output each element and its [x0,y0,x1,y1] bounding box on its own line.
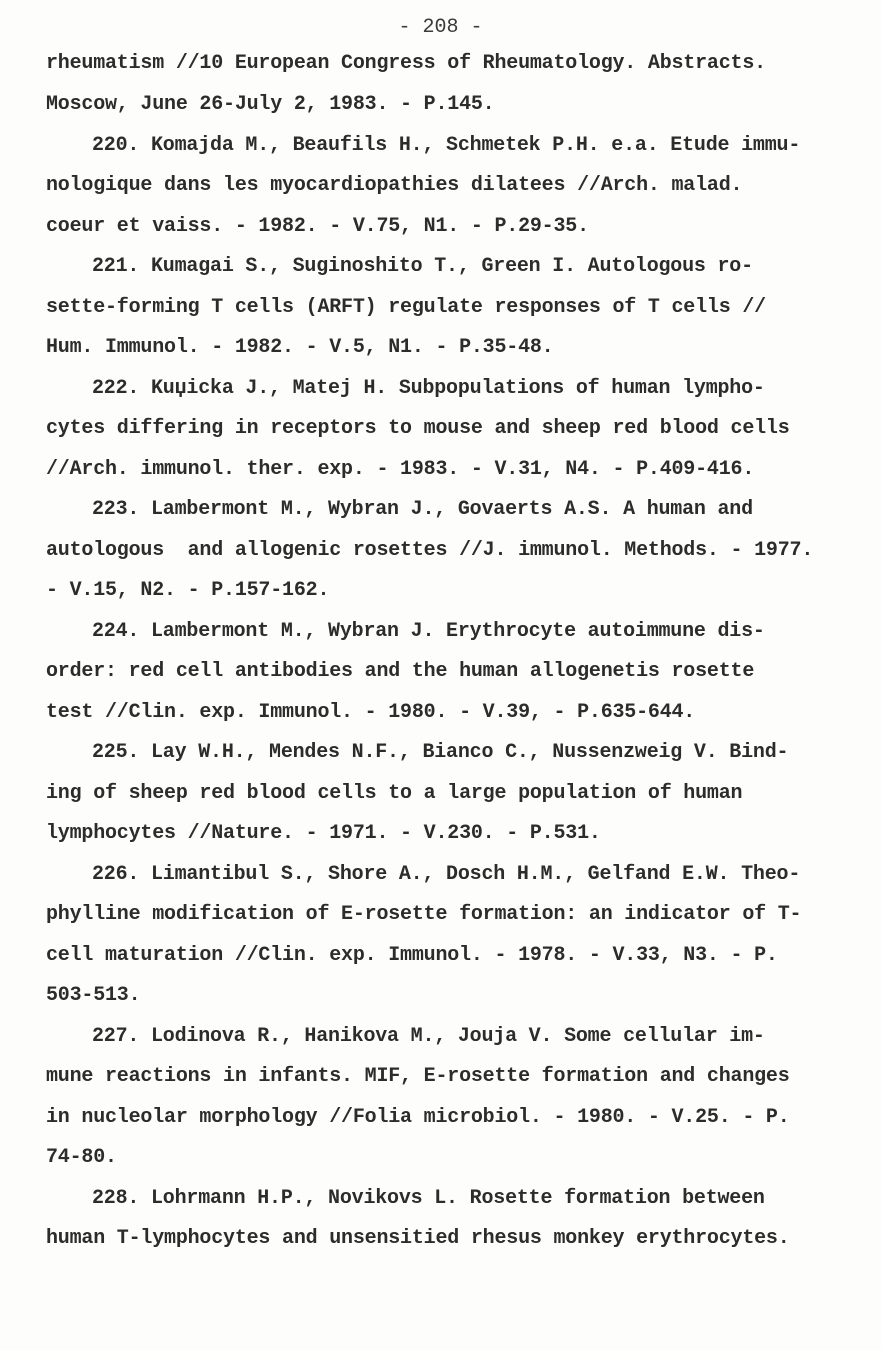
reference-start-228: 228. Lohrmann H.P., Novikovs L. Rosette formation between [92,1187,765,1210]
text-line: coeur et vaiss. - 1982. - V.75, N1. - P.29-35. [46,215,589,238]
reference-start-222: 222. Kuџicka J., Matej H. Subpopulations of human lympho- [92,377,765,400]
text-line: lymphocytes //Nature. - 1971. - V.230. - P.531. [46,822,601,845]
text-line: 74-80. [46,1146,117,1169]
text-line: order: red cell antibodies and the human allogenetis rosette [46,660,755,683]
text-line: test //Clin. exp. Immunol. - 1980. - V.39, - P.635-644. [46,701,696,724]
text-line: Moscow, June 26-July 2, 1983. - P.145. [46,93,495,116]
reference-start-221: 221. Kumagai S., Suginoshito T., Green I. Autologous ro- [92,255,753,278]
text-line: cell maturation //Clin. exp. Immunol. - 1978. - V.33, N3. - P. [46,944,778,967]
text-line: - V.15, N2. - P.157-162. [46,579,330,602]
text-line: cytes differing in receptors to mouse and sheep red blood cells [46,417,790,440]
page-number: - 208 - [398,16,483,39]
text-line: phylline modification of E-rosette formation: an indicator of T- [46,903,802,926]
text-line: ing of sheep red blood cells to a large population of human [46,782,743,805]
text-line: 503-513. [46,984,141,1007]
reference-start-224: 224. Lambermont M., Wybran J. Erythrocyte autoimmune dis- [92,620,765,643]
reference-start-223: 223. Lambermont M., Wybran J., Govaerts A.S. A human and [92,498,753,521]
reference-start-226: 226. Limantibul S., Shore A., Dosch H.M., Gelfand E.W. Theo- [92,863,801,886]
text-line: rheumatism //10 European Congress of Rheumatology. Abstracts. [46,52,766,75]
reference-start-227: 227. Lodinova R., Hanikova M., Jouja V. Some cellular im- [92,1025,765,1048]
reference-start-220: 220. Komajda M., Beaufils H., Schmetek P.H. e.a. Etude immu- [92,134,801,157]
text-line: autologous and allogenic rosettes //J. immunol. Methods. - 1977. [46,539,814,562]
text-line: human T-lymphocytes and unsensitied rhesus monkey erythrocytes. [46,1227,790,1250]
text-line: mune reactions in infants. MIF, E-rosette formation and changes [46,1065,790,1088]
text-line: Hum. Immunol. - 1982. - V.5, N1. - P.35-48. [46,336,554,359]
text-line: sette-forming T cells (ARFT) regulate responses of T cells // [46,296,766,319]
text-line: in nucleolar morphology //Folia microbiol. - 1980. - V.25. - P. [46,1106,790,1129]
text-line: //Arch. immunol. ther. exp. - 1983. - V.31, N4. - P.409-416. [46,458,755,481]
reference-start-225: 225. Lay W.H., Mendes N.F., Bianco C., Nussenzweig V. Bind- [92,741,789,764]
text-line: nologique dans les myocardiopathies dilatees //Arch. malad. [46,174,743,197]
